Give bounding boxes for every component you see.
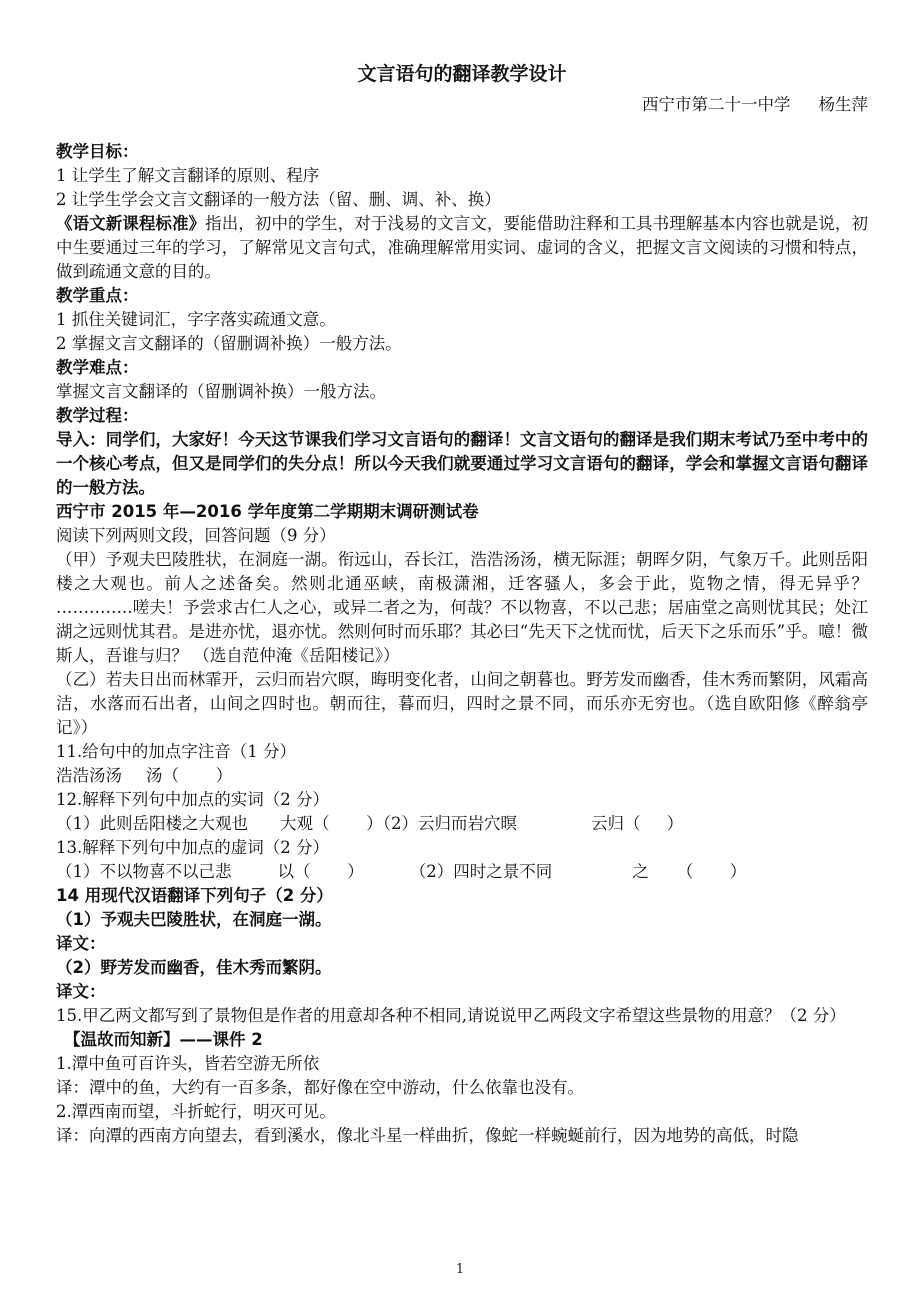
q12-item-1-blank: 大观（ ） (280, 814, 383, 833)
page-number: 1 (455, 1262, 465, 1277)
q13-item-2: （2）四时之景不同 (409, 862, 553, 881)
page-title: 文言语句的翻译教学设计 (357, 63, 567, 85)
key-point-item: 2 掌握文言文翻译的（留删调补换）一般方法。 (56, 334, 402, 353)
goals-heading: 教学目标： (56, 142, 139, 161)
review-heading: 【温故而知新】——课件 2 (64, 1030, 263, 1049)
question-13-row (56, 860, 868, 884)
curriculum-standard-title: 《语文新课程标准》 (56, 214, 206, 233)
key-point-item: 1 抓住关键词汇，字字落实疏通文意。 (56, 310, 336, 329)
review-translation-1: 译：潭中的鱼，大约有一百多条，都好像在空中游动，什么依靠也没有。 (56, 1078, 584, 1097)
q12-item-2: （2）云归而岩穴暝 (382, 814, 517, 833)
q13-item-1-blank: 以（ ） (277, 862, 364, 881)
key-points-heading: 教学重点： (56, 286, 139, 305)
intro-paragraph: 导入：同学们，大家好！今天这节课我们学习文言语句的翻译！文言文语句的翻译是我们期末考试乃至中考中的一个核心考点，但又是同学们的失分点！所以今天我们就要通过学习文言语句的翻译，学会和掌握文言语句翻译的一般方法。 (56, 430, 868, 497)
translation-label: 译文： (56, 934, 106, 953)
curriculum-standard-paragraph (56, 212, 868, 284)
difficulty-text: 掌握文言文翻译的（留删调补换）一般方法。 (56, 382, 386, 401)
goal-item: 1 让学生了解文言翻译的原则、程序 (56, 166, 320, 185)
question-13: 13.解释下列句中加点的虚词（2 分） (56, 838, 329, 857)
school-name: 西宁市第二十一中学 (642, 95, 791, 114)
goal-item: 2 让学生学会文言文翻译的一般方法（留、删、调、补、换） (56, 190, 501, 209)
passage-b: （乙）若夫日出而林霏开，云归而岩穴暝，晦明变化者，山间之朝暮也。野芳发而幽香，佳木秀而繁阴，风霜高洁，水落而石出者，山间之四时也。朝而往，暮而归，四时之景不同，而乐亦无穷也。（选自欧阳修《醉翁亭记》） (56, 670, 868, 737)
process-heading: 教学过程： (56, 406, 139, 425)
exam-title: 西宁市 2015 年—2016 学年度第二学期期末调研测试卷 (56, 502, 479, 521)
q11-blank: 汤（ ） (146, 766, 233, 785)
byline (56, 92, 868, 118)
q13-item-1: （1）不以物喜不以己悲 (56, 862, 232, 881)
question-15: 15.甲乙两文都写到了景物但是作者的用意却各种不相同,请说说甲乙两段文字希望这些景物的用意？（2 分） (56, 1006, 846, 1025)
review-sentence-2: 2.潭西南而望，斗折蛇行，明灭可见。 (56, 1102, 336, 1121)
document-body (56, 60, 868, 1148)
difficulty-heading: 教学难点： (56, 358, 139, 377)
question-14-sentence-2: （2）野芳发而幽香，佳木秀而繁阴。 (56, 958, 332, 977)
question-11: 11.给句中的加点字注音（1 分） (56, 742, 296, 761)
question-12-row (56, 812, 868, 836)
q13-item-2-blank: （ ） (676, 862, 747, 881)
curriculum-standard-text: 指出，初中的学生，对于浅易的文言文，要能借助注释和工具书理解基本内容也就是说，初中生要通过三年的学习，了解常见文言句式，准确理解常用实词、虚词的含义，把握文言文阅读的习惯和特点，做到疏通文意的目的。 (56, 214, 869, 281)
q12-item-1: （1）此则岳阳楼之大观也 (56, 814, 248, 833)
q12-item-2-blank: 云归（ ） (590, 814, 684, 833)
question-12: 12.解释下列句中加点的实词（2 分） (56, 790, 329, 809)
translation-label: 译文： (56, 982, 106, 1001)
q13-item-2-word: 之 (632, 862, 649, 881)
question-14-sentence-1: （1）予观夫巴陵胜状，在洞庭一湖。 (56, 910, 332, 929)
q11-phrase: 浩浩汤汤 (56, 766, 122, 785)
question-11-row (56, 764, 868, 788)
passage-a: （甲）予观夫巴陵胜状，在洞庭一湖。衔远山，吞长江，浩浩汤汤，横无际涯；朝晖夕阴，气象万千。此则岳阳楼之大观也。前人之述备矣。然则北通巫峡，南极潇湘，迁客骚人，多会于此，览物之情，得无异乎？ …………..嗟夫！予尝求古仁人之心，或异二者之为，何哉？不以物喜，不以己悲；居庙堂之高则忧其民；处江湖之远则忧其君。是进亦忧，退亦忧。然则何时而乐耶？其必曰“先天下之忧而忧，后天下之乐而乐”乎。噫！微斯人，吾谁与归？ （选自范仲淹《岳阳楼记》） (56, 550, 868, 665)
question-14: 14 用现代汉语翻译下列句子（2 分） (56, 886, 333, 905)
review-translation-2: 译：向潭的西南方向望去，看到溪水，像北斗星一样曲折，像蛇一样蜿蜒前行，因为地势的高低，时隐 (56, 1126, 799, 1145)
author-name: 杨生萍 (818, 95, 868, 114)
exam-instruction: 阅读下列两则文段，回答问题（9 分） (56, 526, 336, 545)
review-sentence-1: 1.潭中鱼可百许头，皆若空游无所依 (56, 1054, 320, 1073)
